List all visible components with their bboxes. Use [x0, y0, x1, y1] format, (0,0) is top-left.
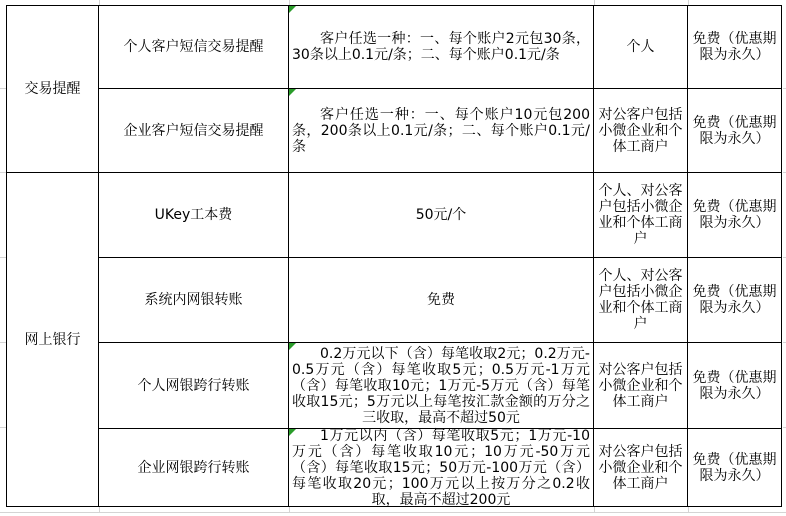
- service-cell-row6[interactable]: [99, 429, 289, 507]
- fee-cell-row6[interactable]: [289, 429, 594, 507]
- fee-text: 客户任选一种：一、每个账户2元包30条，30条以上0.1元/条；二、每个账户0.1元/条: [292, 31, 590, 63]
- error-flag-icon: [289, 89, 296, 96]
- fee-text: 免费: [427, 292, 455, 308]
- status-label: 免费（优惠期限为永久）: [692, 369, 777, 402]
- service-label: 个人网银跨行转账: [137, 377, 250, 394]
- status-cell-row3[interactable]: [688, 173, 782, 258]
- error-flag-icon: [289, 429, 296, 436]
- fee-text: 1万元以内（含）每笔收取5元；1万元-10万元（含）每笔收取10元；10万元-50万元（含）每笔收取15元；50万元-100万元（含）每笔收取20元；100万元以上按万分之0.2收取，最高不超过200元: [292, 427, 590, 508]
- gridline-stub: [688, 507, 689, 512]
- customer-label: 个人、对公客户包括小微企业和个体工商户: [598, 268, 683, 332]
- gridline-stub: [99, 507, 100, 512]
- customer-cell-row1[interactable]: [594, 6, 688, 89]
- status-cell-row6[interactable]: [688, 429, 782, 507]
- service-cell-row3[interactable]: [99, 173, 289, 258]
- service-label: 企业网银跨行转账: [137, 459, 250, 476]
- customer-label: 对公客户包括小微企业和个体工商户: [598, 106, 683, 155]
- fee-cell-row3[interactable]: [289, 173, 594, 258]
- service-label: 个人客户短信交易提醒: [123, 39, 264, 55]
- status-cell-row2[interactable]: [688, 89, 782, 173]
- customer-label: 个人: [626, 39, 655, 55]
- status-label: 免费（优惠期限为永久）: [692, 31, 777, 63]
- fee-cell-row5[interactable]: [289, 343, 594, 429]
- service-cell-row4[interactable]: [99, 258, 289, 343]
- customer-cell-row6[interactable]: [594, 429, 688, 507]
- gridline-stub: [289, 507, 290, 512]
- customer-cell-row3[interactable]: [594, 173, 688, 258]
- category-cell-online-banking[interactable]: [7, 173, 99, 507]
- status-label: 免费（优惠期限为永久）: [692, 451, 777, 484]
- status-label: 免费（优惠期限为永久）: [692, 284, 777, 316]
- customer-label: 对公客户包括小微企业和个体工商户: [598, 443, 683, 492]
- customer-label: 对公客户包括小微企业和个体工商户: [598, 361, 683, 410]
- service-label: 系统内网银转账: [144, 292, 243, 308]
- service-cell-row2[interactable]: [99, 89, 289, 173]
- service-cell-row5[interactable]: [99, 343, 289, 429]
- fee-cell-row1[interactable]: [289, 6, 594, 89]
- customer-cell-row2[interactable]: [594, 89, 688, 173]
- customer-cell-row5[interactable]: [594, 343, 688, 429]
- error-flag-icon: [289, 6, 296, 13]
- fee-text: 0.2万元以下（含）每笔收取2元；0.2万元-0.5万元（含）每笔收取5元；0.5万元-1万元（含）每笔收取10元；1万元-5万元（含）每笔收取15元；5万元以上每笔按汇款金额的万分之三收取，最高不超过50元: [292, 345, 590, 426]
- customer-cell-row4[interactable]: [594, 258, 688, 343]
- gridline-stub: [594, 507, 595, 512]
- gridline: [0, 512, 786, 513]
- status-cell-row1[interactable]: [688, 6, 782, 89]
- category-label: 交易提醒: [24, 81, 81, 97]
- status-label: 免费（优惠期限为永久）: [692, 199, 777, 231]
- category-label: 网上银行: [24, 331, 81, 348]
- status-label: 免费（优惠期限为永久）: [692, 114, 777, 147]
- customer-label: 个人、对公客户包括小微企业和个体工商户: [598, 183, 683, 247]
- fee-text: 50元/个: [415, 207, 467, 223]
- service-label: UKey工本费: [154, 207, 233, 223]
- error-flag-icon: [289, 343, 296, 350]
- category-cell-transaction-alerts[interactable]: [7, 6, 99, 173]
- fee-cell-row2[interactable]: [289, 89, 594, 173]
- status-cell-row4[interactable]: [688, 258, 782, 343]
- fee-text: 客户任选一种：一、每个账户10元包200条，200条以上0.1元/条；二、每个账户0.1元/条: [292, 106, 590, 155]
- fee-cell-row4[interactable]: [289, 258, 594, 343]
- service-label: 企业客户短信交易提醒: [123, 122, 264, 139]
- status-cell-row5[interactable]: [688, 343, 782, 429]
- fee-schedule-table: [6, 5, 782, 507]
- service-cell-row1[interactable]: [99, 6, 289, 89]
